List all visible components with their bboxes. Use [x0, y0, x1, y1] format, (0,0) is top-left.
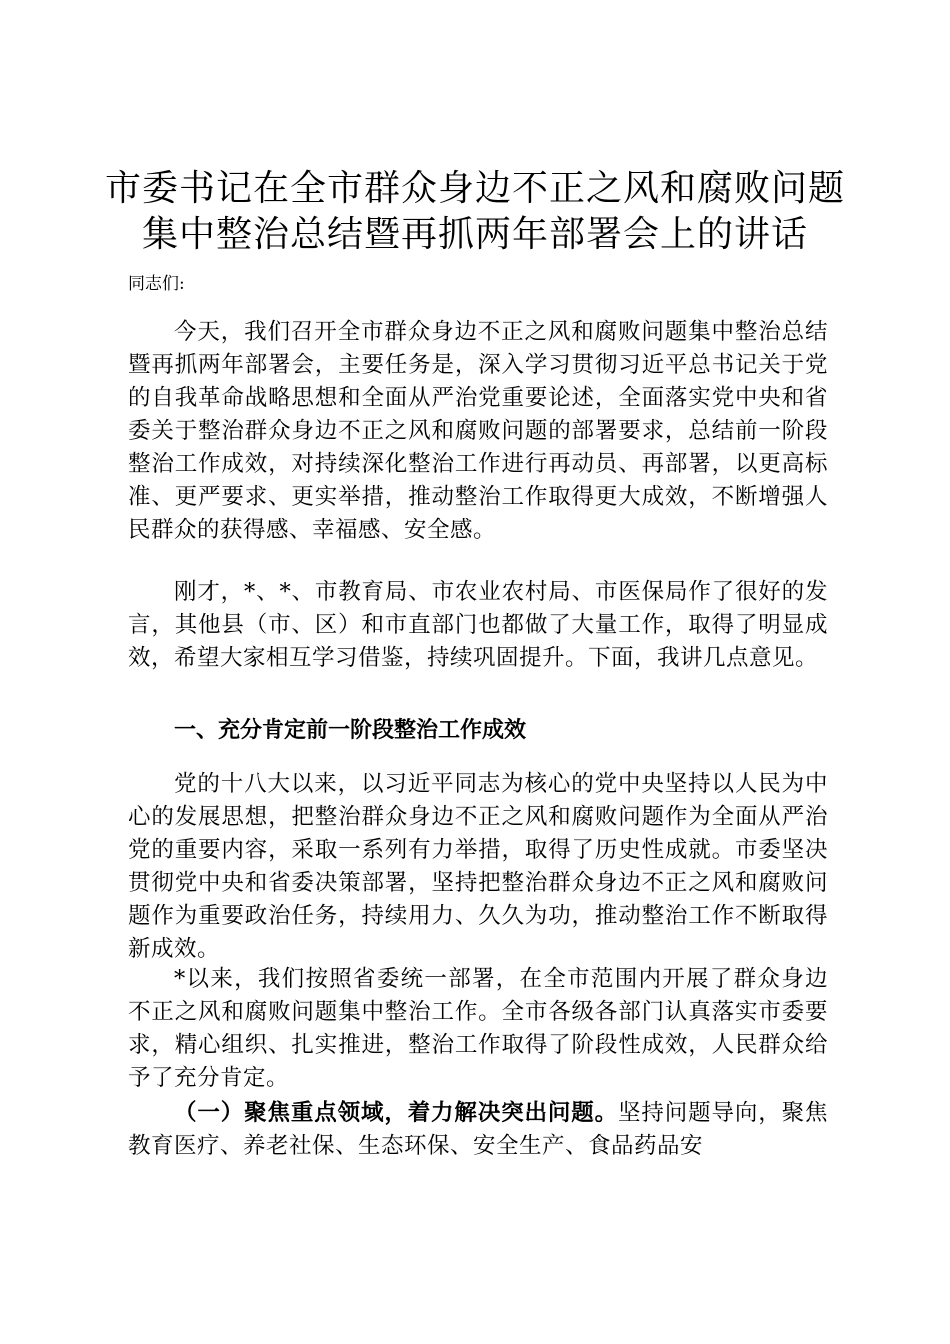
body-paragraph-intro: 今天，我们召开全市群众身边不正之风和腐败问题集中整治总结暨再抓两年部署会，主要任务是，深入学习贯彻习近平总书记关于党的自我革命战略思想和全面从严治党重要论述，全面落实党中央和省委关于整治群众身边不正之风和腐败问题的部署要求，总结前一阶段整治工作成效，对持续深化整治工作进行再动员、再部署，以更高标准、更严要求、更实举措，推动整治工作取得更大成效，不断增强人民群众的获得感、幸福感、安全感。 — [128, 319, 828, 543]
body-paragraph-speeches: 刚才，*、*、市教育局、市农业农村局、市医保局作了很好的发言，其他县（市、区）和市直部门也都做了大量工作，取得了明显成效，希望大家相互学习借鉴，持续巩固提升。下面，我讲几点意见。 — [128, 579, 828, 671]
salutation: 同志们: — [128, 274, 185, 294]
body-paragraph-subsection-1 — [128, 1097, 828, 1163]
subsection-1-text: 坚持问题导向，聚焦教育医疗、养老社保、生态环保、安全生产、食品药品安 — [128, 1100, 828, 1159]
section-heading-1: 一、充分肯定前一阶段整治工作成效 — [174, 718, 527, 743]
title-line-1: 市委书记在全市群众身边不正之风和腐败问题 — [104, 168, 845, 209]
body-paragraph-party-history: 党的十八大以来，以习近平同志为核心的党中央坚持以人民为中心的发展思想，把整治群众身边不正之风和腐败问题作为全面从严治党的重要内容，采取一系列有力举措，取得了历史性成就。市委坚决贯彻党中央和省委决策部署，坚持把整治群众身边不正之风和腐败问题作为重要政治任务，持续用力、久久为功，推动整治工作不断取得新成效。 — [128, 771, 828, 962]
title-line-2: 集中整治总结暨再抓两年部署会上的讲话 — [141, 214, 808, 255]
subsection-heading-1: （一）聚焦重点领域，着力解决突出问题。 — [174, 1100, 619, 1126]
body-paragraph-campaign: *以来，我们按照省委统一部署，在全市范围内开展了群众身边不正之风和腐败问题集中整治工作。全市各级各部门认真落实市委要求，精心组织、扎实推进，整治工作取得了阶段性成效，人民群众给予了充分肯定。 — [128, 966, 828, 1091]
document-title — [100, 166, 850, 258]
